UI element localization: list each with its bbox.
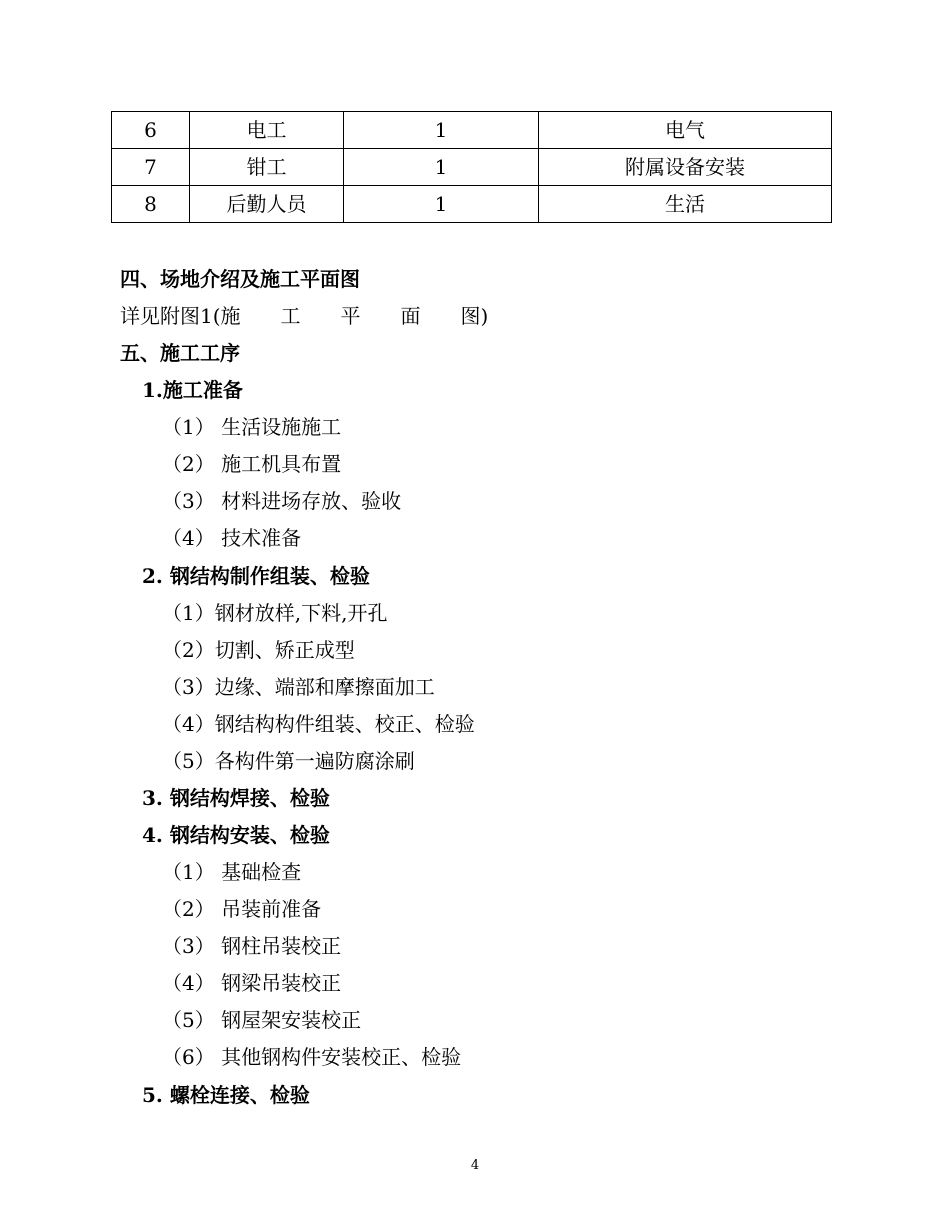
subsection-title: 3. 钢结构焊接、检验 xyxy=(142,786,330,810)
list-item: （3）边缘、端部和摩擦面加工 xyxy=(162,675,435,699)
table-cell-note: 附属设备安装 xyxy=(539,149,832,186)
table-row xyxy=(112,186,832,223)
subsection-title: 4. 钢结构安装、检验 xyxy=(142,823,330,847)
subsection-title: 5. 螺栓连接、检验 xyxy=(142,1083,310,1107)
list-item: （3） 材料进场存放、验收 xyxy=(162,489,402,513)
list-item: （3） 钢柱吊装校正 xyxy=(162,934,342,958)
table-cell-no: 8 xyxy=(112,186,190,223)
table-cell-note: 生活 xyxy=(539,186,832,223)
list-item: （2） 吊装前准备 xyxy=(162,897,322,921)
table-cell-count: 1 xyxy=(344,112,539,149)
subsection-title: 1.施工准备 xyxy=(142,378,243,402)
list-item: （5） 钢屋架安装校正 xyxy=(162,1008,362,1032)
list-item: （2）切割、矫正成型 xyxy=(162,638,355,662)
table-cell-count: 1 xyxy=(344,186,539,223)
list-item: （1） 基础检查 xyxy=(162,860,302,884)
table-cell-role: 电工 xyxy=(190,112,344,149)
list-item: （4）钢结构构件组装、校正、检验 xyxy=(162,712,475,736)
table-row xyxy=(112,112,832,149)
list-item: （2） 施工机具布置 xyxy=(162,452,342,476)
page-number: 4 xyxy=(470,1158,480,1173)
list-item: （5）各构件第一遍防腐涂刷 xyxy=(162,749,415,773)
subsection-title: 2. 钢结构制作组装、检验 xyxy=(142,564,370,588)
table-cell-role: 钳工 xyxy=(190,149,344,186)
table-row xyxy=(112,149,832,186)
table-cell-count: 1 xyxy=(344,149,539,186)
table-cell-no: 7 xyxy=(112,149,190,186)
list-item: （6） 其他钢构件安装校正、检验 xyxy=(162,1045,462,1069)
table-cell-role: 后勤人员 xyxy=(190,186,344,223)
table-cell-no: 6 xyxy=(112,112,190,149)
list-item: （1）钢材放样,下料,开孔 xyxy=(162,601,388,625)
section-5-heading: 五、施工工序 xyxy=(120,341,240,365)
table-cell-note: 电气 xyxy=(539,112,832,149)
list-item: （4） 技术准备 xyxy=(162,526,302,550)
list-item: （1） 生活设施施工 xyxy=(162,415,342,439)
list-item: （4） 钢梁吊装校正 xyxy=(162,971,342,995)
staff-table xyxy=(111,111,832,223)
section-4-heading: 四、场地介绍及施工平面图 xyxy=(120,267,360,291)
section-4-detail: 详见附图1(施 工 平 面 图) xyxy=(120,304,489,328)
